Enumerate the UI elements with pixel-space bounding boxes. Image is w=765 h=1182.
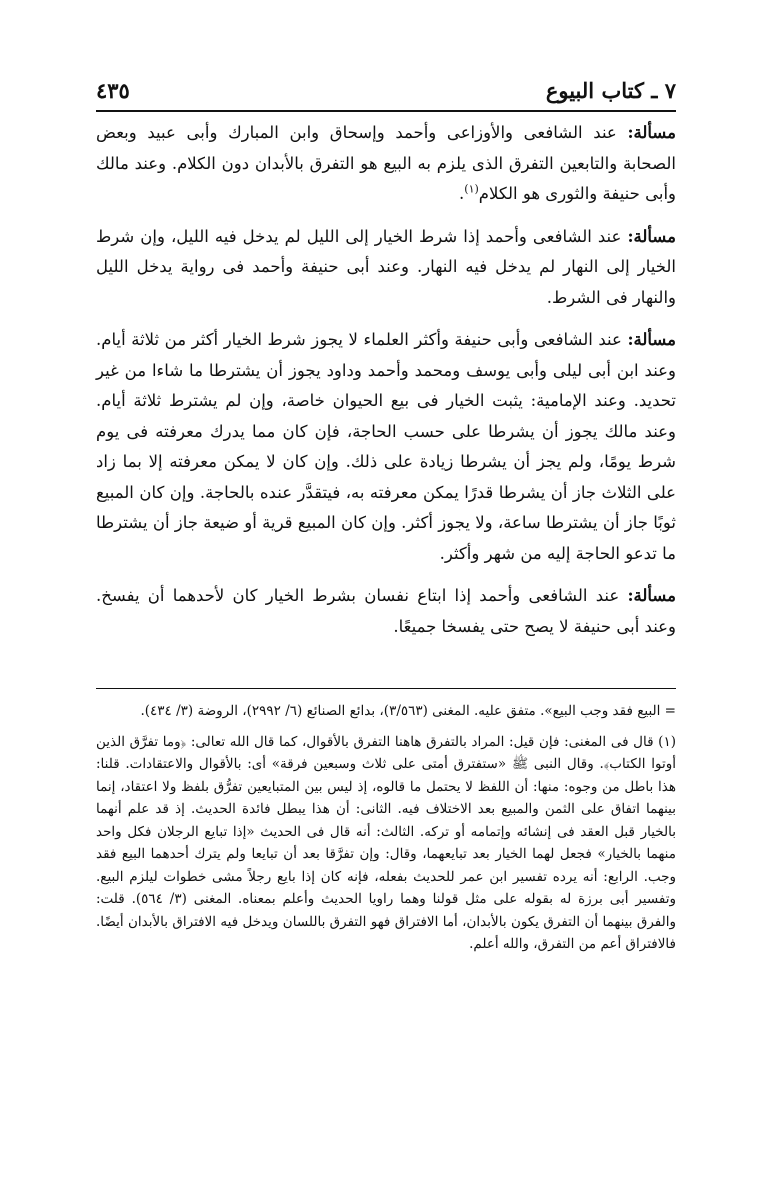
footnote-1: (١) قال فى المغنى: فإن قيل: المراد بالتفرق هاهنا التفرق بالأقوال، كما قال الله تعالى: ﴿وما تفرَّق الذين أوتوا الكتاب﴾. وقال النبى ﷺ «ستفترق أمتى على ثلاث وسبعين فرقة» أى: بالأقوال والاعتقادات. قلنا: هذا باطل من وجوه: منها: أن اللفظ لا يحتمل ما قالوه، إذ ليس بين المتبايعين تفرُّق بلفظ ولا اعتقاد، إنما بينهما اتفاق على الثمن والمبيع بعد الاختلاف فيه. الثانى: أن هذا يبطل فائدة الحديث. إذ قد علم أنهما بالخيار قبل العقد فى إنشائه وإتمامه أو تركه. الثالث: أنه قال فى الحديث «إذا تبايع الرجلان فكل واحد منهما بالخيار» فجعل لهما الخيار بعد تبايعهما، وقال: وإن تفرَّقا بعد أن تبايعا ولم يترك أحدهما البيع فقد وجب. الرابع: أنه يرده تفسير ابن عمر للحديث بفعله، فإنه كان إذا بايع رجلاً مشى خطوات ليلزم البيع. وتفسير أبى برزة له بقوله على مثل قولنا وهما راويا الحديث وأعلم بمعناه. المغنى (٣/ ٥٦٤). قلت: والفرق بينهما أن التفرق يكون بالأبدان، أما الافتراق فهو التفرق باللسان ويدخل فيه الافتراق بالأبدان أيضًا. فالافتراق أعم من التفرق، والله أعلم.	[96, 733, 677, 952]
issue-label: مسألة:	[627, 226, 676, 246]
paragraph-text: عند الشافعى وأبى حنيفة وأكثر العلماء لا يجوز شرط الخيار أكثر من ثلاثة أيام. وعند ابن أبى ليلى وأبى يوسف ومحمد وأحمد وداود يجوز أن يشترطا ما شاءا من غير تحديد. وعند الإمامية: يثبت الخيار فى بيع الحيوان خاصة، وإن لم يشترط ثلاثة أيام. وعند مالك يجوز أن يشرطا على حسب الحاجة، فإن كان مما يدرك معرفته فى يوم شرط يومًا، ولم يجز أن يشرطا زيادة على ذلك. وإن كان لا يمكن معرفته إلا بما زاد على الثلاث جاز أن يشرطا قدرًا يمكن معرفته به، فيتقدَّر عنده بالحاجة. وإن كان المبيع ثوبًا جاز أن يشترطا ساعة، ولا يجوز أكثر. وإن كان المبيع قرية أو ضيعة جاز أن يشترطا ما تدعو الحاجة إليه من شهر وأكثر.	[96, 330, 676, 563]
paragraph-4	[96, 581, 676, 642]
paragraph-text: عند الشافعى وأحمد إذا شرط الخيار إلى الليل لم يدخل فيه الليل، وإن شرط الخيار إلى النهار لم يدخل فيه النهار. وعند أبى حنيفة وأحمد فى رواية يدخل الليل والنهار فى الشرط.	[96, 226, 676, 307]
page-number: ٤٣٥	[96, 78, 130, 103]
paragraph-2	[96, 222, 676, 314]
issue-label: مسألة:	[627, 586, 676, 605]
chapter-title: ٧ ـ كتاب البيوع	[545, 78, 676, 103]
issue-label: مسألة:	[627, 123, 676, 142]
footnotes	[96, 700, 676, 964]
footnote-separator	[96, 688, 676, 689]
paragraph-text: عند الشافعى والأوزاعى وأحمد وإسحاق وابن المبارك وأبى عبيد وبعض الصحابة والتابعين التفرق الذى يلزم به البيع هو التفرق بالأبدان دون الكلام. وعند مالك وأبى حنيفة والثورى هو الكلام	[96, 123, 676, 203]
footnote-continuation: = البيع فقد وجب البيع». متفق عليه. المغنى (٣/٥٦٣)، بدائع الصنائع (٦/ ٢٩٩٢)، الروضة (٣/ ٤٣٤).	[140, 703, 676, 719]
footnote-reference[interactable]: (١)	[464, 182, 479, 196]
paragraph-text: عند الشافعى وأحمد إذا ابتاع نفسان بشرط الخيار كان لأحدهما أن يفسخ. وعند أبى حنيفة لا يصح حتى يفسخا جميعًا.	[96, 586, 676, 636]
main-text	[96, 118, 676, 654]
paragraph-end: .	[459, 184, 465, 203]
page-header	[96, 76, 676, 112]
issue-label: مسألة:	[627, 330, 676, 349]
paragraph-1	[96, 118, 676, 210]
paragraph-3	[96, 325, 676, 569]
